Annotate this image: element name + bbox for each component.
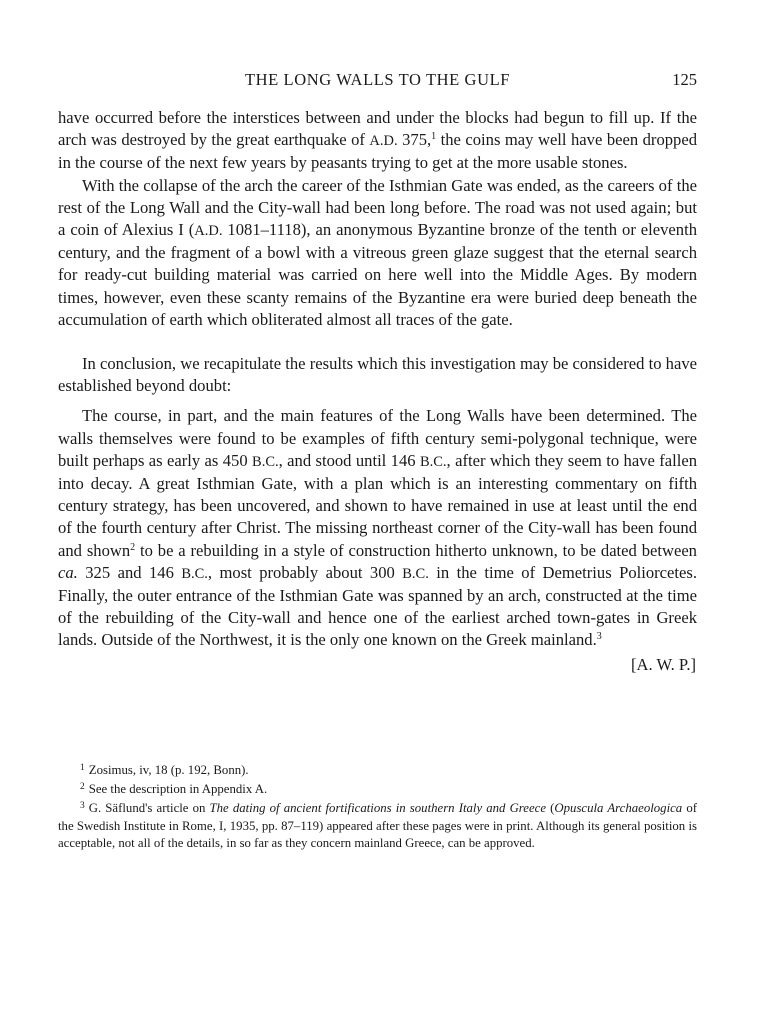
footnote-ref-2[interactable]: 2 [130,541,136,553]
footnote-3: $^3$ G. Säflund's article on The dating of ancient fortifications in southern Italy and Greece (Opuscula Archaeologica of the Swedish Institute in Rome, I, 1935, pp. 87–119) appeared after these pages were in print. Although its general position is acceptable, not all of the details, in so far as they concern mainland Greece, can be approved. [58,801,697,850]
circa-abbreviation: ca. [58,562,78,582]
paragraph-1: have occurred before the interstices between and under the blocks had begun to fill up. If the arch was destroyed by the great earthquake of A.D. 375,$^1$ the coins may well have been dropped in the course of the next few years by peasants trying to get at the more usable stones. [58,108,698,173]
era-abbreviation: B.C. [419,453,447,470]
footnote-number: 1 [80,763,85,773]
paragraph-4: The course, in part, and the main features of the Long Walls have been determined. The walls themselves were found to be examples of fifth century semi-polygonal technique, were built perhaps as early as 450 B.C., and stood until 146 B.C., after which they seem to have fallen into decay. A great Isthmian Gate, with a plan which is an interesting commentary on fifth century strategy, has been uncovered, and shown to have remained in use at least until the end of the fourth century after Christ. The missing northeast corner of the City-wall has been found and shown$^2$ to be a rebuilding in a style of construction hitherto unknown, to be dated between ca. 325 and 146 B.C., most probably about 300 B.C. in the time of Demetrius Poliorcetes. Finally, the outer entrance of the Isthmian Gate was spanned by an arch, constructed at the time of the rebuilding of the City-wall and hence one of the earliest arched town-gates in Greek lands. Outside of the Northwest, it is the only one known on the Greek mainland.$^3$ [58,406,698,650]
footnote-1: $^1$ Zosimus, iv, 18 (p. 192, Bonn). [80,763,249,777]
footnote-number: 2 [80,782,85,793]
footnote-2: $^2$ See the description in Appendix A. [80,782,268,797]
footnote-ref-3[interactable]: 3 [596,631,602,643]
main-text [58,107,697,676]
author-signature: [A. W. P.] [630,654,696,674]
cited-title: The dating of ancient fortifications in southern Italy and Greece [209,801,547,816]
section-gap [58,331,697,353]
page-number: 125 [672,70,697,89]
running-title: THE LONG WALLS TO THE GULF [244,70,511,89]
era-abbreviation: B.C. [252,453,279,470]
footnotes [58,760,697,852]
paragraph-3: In conclusion, we recapitulate the results which this investigation may be considered to have established beyond doubt: [58,354,697,396]
paragraph-2: With the collapse of the arch the career of the Isthmian Gate was ended, as the careers of the rest of the Long Wall and the City-wall had been long before. The road was not used again; but a coin of Alexius I (A.D. 1081–1118), an anonymous Byzantine bronze of the tenth or eleventh century, and the fragment of a bowl with a vitreous green glaze suggest that the eternal search for ready-cut building material was carried on here well into the Middle Ages. By modern times, however, even these scanty remains of the Byzantine era were buried deep beneath the accumulation of earth which obliterated almost all traces of the gate. [58,175,698,329]
footnote-number: 3 [80,801,85,812]
era-abbreviation: A.D. [194,223,223,240]
footnote-ref-1[interactable]: 1 [431,131,437,143]
page-header [58,70,697,94]
cited-journal: Opuscula Archaeologica [554,801,683,816]
era-abbreviation: A.D. [369,133,398,150]
era-abbreviation: B.C. [181,565,208,582]
paragraph-gap [58,397,697,405]
era-abbreviation: B.C. [402,565,429,582]
